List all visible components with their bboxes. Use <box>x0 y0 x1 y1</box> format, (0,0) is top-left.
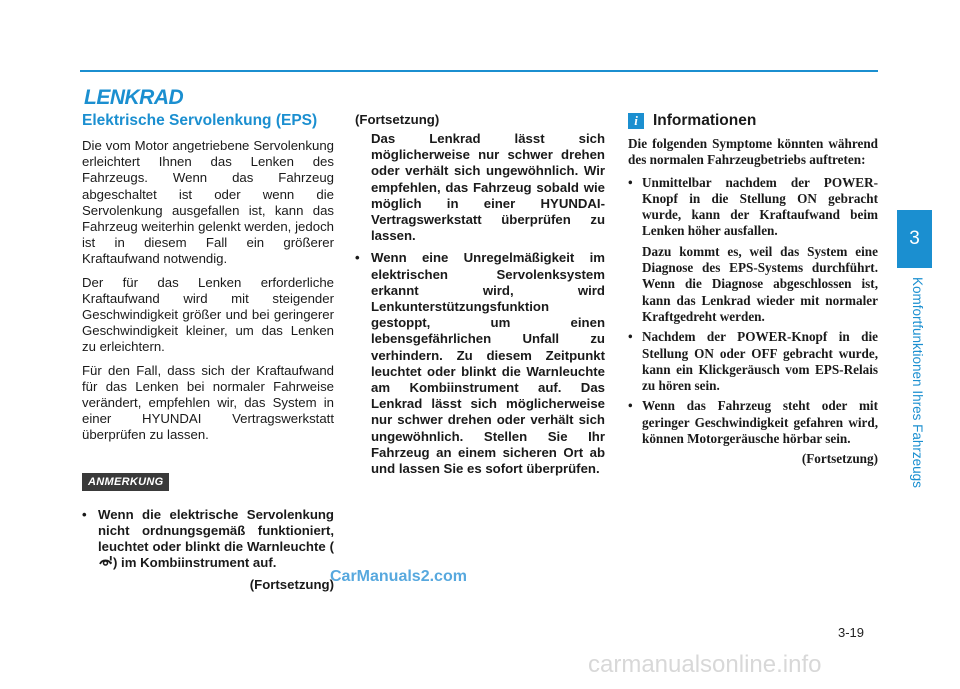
eps-paragraph-1: Die vom Motor angetriebene Servolenkung erleichtert Ihnen das Lenken des Fahrzeugs. Wenn das Fahrzeug abgeschaltet ist oder wenn die Servolenkung ausgefallen ist, kann das Fahrzeug weiterhin gelenkt werden, jedoch ist in diesem Fall ein größerer Kraftaufwand notwendig. <box>82 138 334 267</box>
continued-label-col1: (Fortsetzung) <box>249 577 334 593</box>
column-3 <box>628 112 878 468</box>
watermark-carmanualsonline: carmanualsonline.info <box>588 651 822 678</box>
watermark-carmanuals2: CarManuals2.com <box>330 568 467 585</box>
top-rule <box>80 70 878 72</box>
note-bullet-text-after: ) im Kombiinstrument auf. <box>113 555 277 571</box>
eps-paragraph-3: Für den Fall, dass sich der Kraftaufwand für das Lenken bei normaler Fahrweise verändert, empfehlen wir, das System in einer HYUNDAI Vertragswerkstatt überprüfen zu lassen. <box>82 362 334 443</box>
info-body <box>628 136 878 468</box>
info-header <box>628 112 878 130</box>
info-bullet-1-sub: Dazu kommt es, weil das System eine Diagnose des EPS-Systems durchführt. Wenn die Diagnose abgeschlossen ist, kann das Lenkrad wieder mit normaler Kraftgedreht werden. <box>642 243 878 324</box>
info-title: Informationen <box>653 112 757 129</box>
continued-label-col2: (Fortsetzung) <box>355 112 440 127</box>
steering-warning-icon <box>98 555 113 568</box>
info-icon: i <box>628 113 644 129</box>
note-continued-paragraph: Das Lenkrad lässt sich möglicherweise nur schwer drehen oder verhält sich ungewöhnlich. Wir empfehlen, das Fahrzeug sobald wie möglich in einer HYUNDAI-Vertragswerkstatt überprüfen zu lassen. <box>371 131 605 244</box>
chapter-name: Komfortfunktionen Ihres Fahrzeugs <box>910 277 925 488</box>
note-badge: ANMERKUNG <box>82 473 169 491</box>
page-number: 3-19 <box>838 625 865 640</box>
info-intro: Die folgenden Symptome könnten während des normalen Fahrzeugbetriebs auftreten: <box>628 136 878 168</box>
info-bullet-2: • Nachdem der POWER-Knopf in die Stellung ON oder OFF gebracht wurde, kann ein Klickgeräusch vom EPS-Relais zu hören sein. <box>628 329 878 394</box>
chapter-tab: 3 <box>897 210 932 268</box>
section-title: LENKRAD <box>84 86 184 109</box>
continued-label-col3: (Fortsetzung) <box>801 451 878 467</box>
eps-heading: Elektrische Servolenkung (EPS) <box>82 112 318 129</box>
column-1 <box>82 112 334 592</box>
eps-paragraph-2: Der für das Lenken erforderliche Kraftaufwand wird mit steigender Geschwindigkeit größer und bei geringerer Geschwindigkeit kleiner, um das Lenken zu erleichtern. <box>82 274 334 355</box>
note-bullet <box>82 507 334 572</box>
column-2 <box>355 112 605 483</box>
info-bullet-1: • Unmittelbar nachdem der POWER-Knopf in die Stellung ON gebracht wurde, kann der Kraftaufwand beim Lenken höher ausfallen. <box>628 175 878 240</box>
eps-malfunction-bullet: • Wenn eine Unregelmäßigkeit im elektrischen Servolenksystem erkannt wird, wird Lenkunterstützungsfunktion gestoppt, um einen lebensgefährlichen Unfall zu verhindern. Zu diesem Zeitpunkt leuchtet oder blinkt die Warnleuchte am Kombiinstrument auf. Das Lenkrad lässt sich möglicherweise nur schwer drehen oder verhält sich ungewöhnlich. Stellen Sie Ihr Fahrzeug an einem sicheren Ort ab und lassen Sie es sofort überprüfen. <box>355 250 605 477</box>
note-bullet-text-before: Wenn die elektrische Servolenkung nicht ordnungsgemäß funktioniert, leuchtet oder blinkt die Warnleuchte ( <box>98 506 334 555</box>
info-bullet-3: • Wenn das Fahrzeug steht oder mit geringer Geschwindigkeit gefahren wird, können Motorgeräusche hörbar sein. <box>628 398 878 447</box>
